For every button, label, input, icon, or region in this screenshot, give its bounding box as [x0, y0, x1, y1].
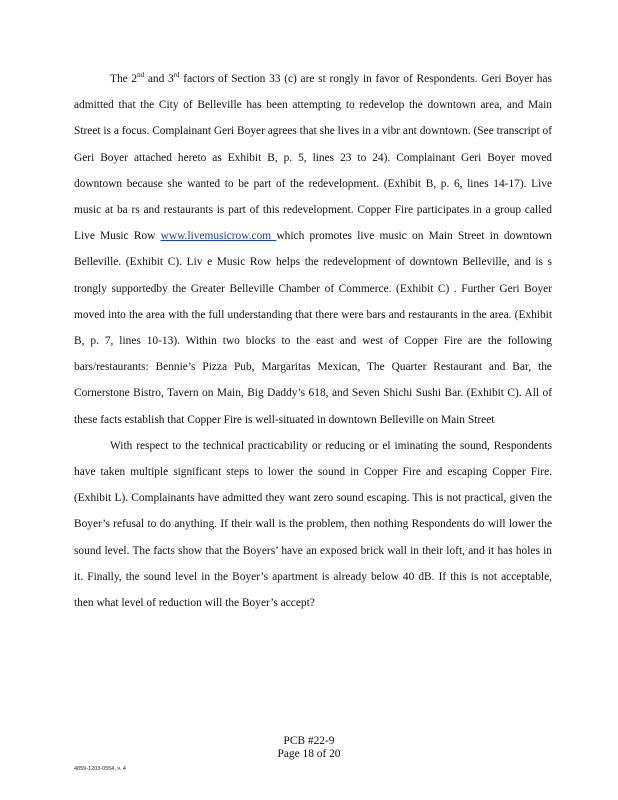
document-body — [74, 66, 552, 616]
live-music-row-link[interactable]: www.livemusicrow.com — [160, 230, 277, 243]
page-number: Page 18 of 20 — [277, 748, 341, 760]
superscript-nd: nd — [137, 71, 145, 80]
p1-text-a: The 2 — [110, 73, 138, 85]
paragraph-technical-practicability: With respect to the technical practicability or reducing or el iminating the sound, Respondents have taken multiple significant steps to lower the sound in Copper Fire and escaping Copper Fire. (Exhibit L). Complainants have admitted they want zero sound escaping. This is not practical, given the Boyer’s refusal to do anything. If their wall is the problem, then nothing Respondents do will lower the sound level. The facts show that the Boyers’ have an exposed brick wall in their loft, and it has holes in it. Finally, the sound level in the Boyer’s apartment is already below 40 dB. If this is not acceptable, then what level of reduction will the Boyer’s accept? — [74, 439, 552, 610]
superscript-rd: rd — [173, 71, 180, 80]
p1-text-d: which promotes live music on Main Street in downtown Belleville. (Exhibit C). Liv e Music Row helps the redevelopment of downtown Belleville, and is s trongly supportedby the Greater Belleville Chamber of Commerce. (Exhibit C) . Further Geri Boyer moved into the area with the full understanding that there were bars and restaurants in the area. (Exhibit B, p. 7, lines 10-13). Within two blocks to the east and west of Copper Fire are the following bars/restaurants: Bennie’s Pizza Pub, Margaritas Mexican, The Quarter Restaurant and Bar, the Cornerstone Bistro, Tavern on Main, Big Daddy’s 618, and Seven Shichi Sushi Bar. (Exhibit C). All of these facts establish that Copper Fire is well-situated in downtown Belleville on Main Street — [74, 230, 552, 426]
document-id: 4859-1203-0554, v. 4 — [74, 766, 126, 772]
paragraph-section-33-factors — [74, 66, 552, 433]
p1-text-c: factors of Section 33 (c) are st rongly in favor of Respondents. Geri Boyer has admitted that the City of Belleville has been attempting to redevelop the downtown area, and Main Street is a focus. Complainant Geri Boyer agrees that she lives in a vibr ant downtown. (See transcript of Geri Boyer attached hereto as Exhibit B, p. 5, lines 23 to 24). Complainant Geri Boyer moved downtown because she wanted to be part of the redevelopment. (Exhibit B, p. 6, lines 14-17). Live music at ba rs and restaurants is part of this redevelopment. Copper Fire participates in a group called Live Music Row — [74, 73, 552, 243]
case-number: PCB #22-9 — [283, 735, 335, 747]
p1-text-b: and 3 — [144, 73, 174, 85]
